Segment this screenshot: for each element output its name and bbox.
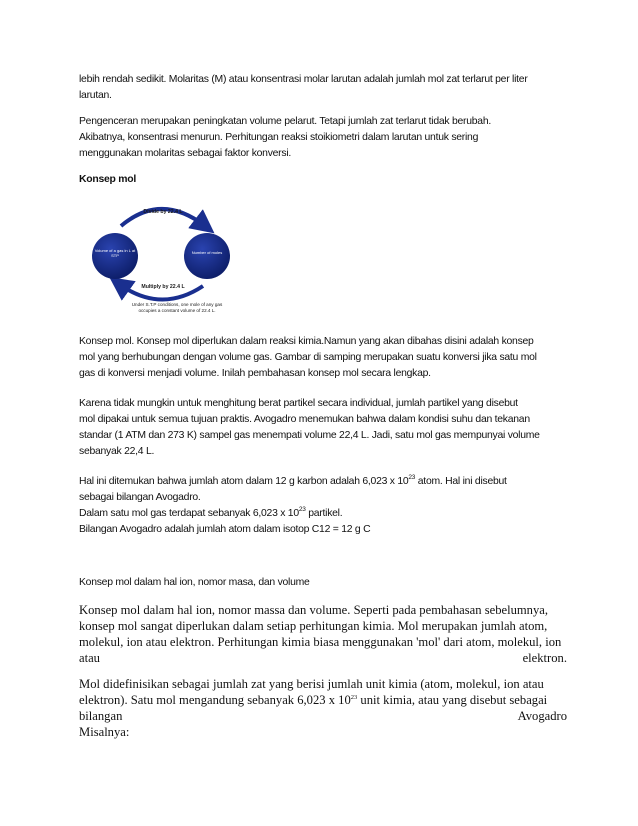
paragraph-bilangan-avogadro [79,474,567,538]
text-line [79,474,567,490]
paragraph-konsep-mol [79,334,567,382]
text-span: unit kimia, atau yang disebut sebagai [357,693,548,707]
paragraph-molaritas [79,72,567,104]
top-arrow-label: Divide by 22.4 L [143,209,183,215]
text-line: Akibatnya, konsentrasi menurun. Perhitungan reaksi stoikiometri dalam larutan untuk sering [79,132,479,143]
text-line: Konsep mol dalam hal ion, nomor massa dan volume. Seperti pada pembahasan sebelumnya, [79,603,549,617]
text-span: atom. Hal ini disebut [415,476,507,487]
text-span: Dalam satu mol gas terdapat sebanyak 6,023 x 10 [79,508,299,519]
paragraph-mol-definisi [79,676,567,740]
text-line: konsep mol sangat diperlukan dalam setiap perhitungan kimia. Mol merupakan jumlah atom, [79,619,548,633]
text-line: sebanyak 22,4 L. [79,446,155,457]
text-span: Hal ini ditemukan bahwa jumlah atom dalam 12 g karbon adalah 6,023 x 10 [79,476,409,487]
text-line: sebagai bilangan Avogadro. [79,492,201,503]
text-line [79,650,567,666]
paragraph-avogadro [79,396,567,460]
text-span: atau [79,651,100,665]
text-line: Konsep mol. Konsep mol diperlukan dalam reaksi kimia.Namun yang akan dibahas disini adalah konsep [79,336,534,347]
text-line: menggunakan molaritas sebagai faktor konversi. [79,148,292,159]
text-span: bilangan [79,709,123,723]
text-line: Mol didefinisikan sebagai jumlah zat yang berisi jumlah unit kimia (atom, molekul, ion atau [79,677,544,691]
text-line: mol dipakai untuk semua tujuan praktis. Avogadro menemukan bahwa dalam kondisi suhu dan tekanan [79,414,530,425]
text-line: gas di konversi menjadi volume. Inilah pembahasan konsep mol secara lengkap. [79,368,431,379]
text-span: elektron). Satu mol mengandung sebanyak 6,023 x 10 [79,693,351,707]
moles-circle-label: Number of moles [191,250,223,255]
paragraph-pengenceran [79,114,567,162]
bottom-arrow-label: Multiply by 22.4 L [141,284,185,290]
text-line [79,708,567,724]
text-line: standar (1 ATM dan 273 K) sampel gas menempati volume 22,4 L. Jadi, satu mol gas mempunyai volume [79,430,540,441]
text-line: Bilangan Avogadro adalah jumlah atom dalam isotop C12 = 12 g C [79,524,371,535]
exponent: 23 [408,474,416,481]
section-heading: Konsep mol [79,174,136,185]
exponent: 23 [350,694,358,701]
mole-volume-diagram [85,196,237,316]
text-span: partikel. [305,508,343,519]
diagram-caption-line: occupies a constant volume of 22.4 L. [138,308,216,313]
text-line: Misalnya: [79,725,130,739]
text-line: mol yang berhubungan dengan volume gas. Gambar di samping merupakan suatu konversi jika satu mol [79,352,537,363]
text-line [79,692,567,708]
exponent: 23 [298,506,306,513]
paragraph-ion-massa [79,602,567,666]
text-line: molekul, ion atau elektron. Perhitungan kimia biasa menggunakan 'mol' dari atom, molekul, ion [79,635,562,649]
text-line: larutan. [79,90,112,101]
text-line [79,506,567,522]
text-line: Pengenceran merupakan peningkatan volume pelarut. Tetapi jumlah zat terlarut tidak berubah. [79,116,492,127]
subheading-ion-massa-volume: Konsep mol dalam hal ion, nomor masa, dan volume [79,577,310,588]
text-span: elektron. [522,651,567,665]
text-line: Karena tidak mungkin untuk menghitung berat partikel secara individual, jumlah partikel yang disebut [79,398,518,409]
diagram-caption-line: Under S.T.P conditions, one mole of any gas [131,302,223,307]
volume-circle-label: Volume of a gas in L at STP [94,248,136,258]
text-line: lebih rendah sedikit. Molaritas (M) atau konsentrasi molar larutan adalah jumlah mol zat terlarut per liter [79,74,528,85]
text-span: Avogadro [517,709,567,723]
